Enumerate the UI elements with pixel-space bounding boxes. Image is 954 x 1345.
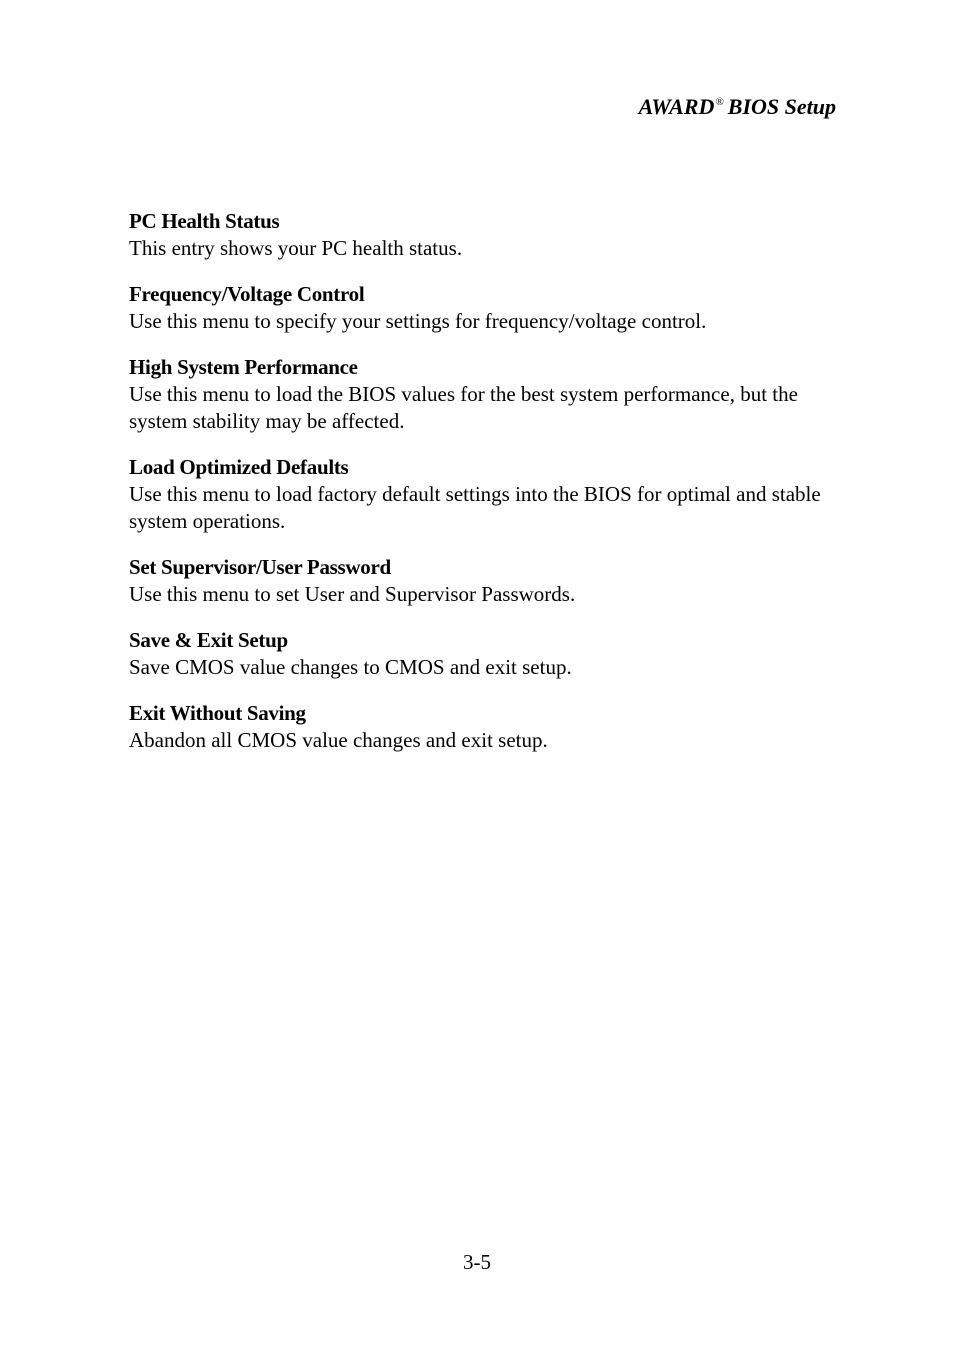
entry-pc-health-status bbox=[129, 208, 834, 262]
entry-title: Load Optimized Defaults bbox=[129, 455, 349, 479]
entry-title: High System Performance bbox=[129, 355, 358, 379]
entry-description: Abandon all CMOS value changes and exit setup. bbox=[129, 728, 548, 752]
entry-description: Save CMOS value changes to CMOS and exit setup. bbox=[129, 655, 572, 679]
entry-load-optimized-defaults bbox=[129, 454, 834, 535]
entry-save-exit-setup bbox=[129, 627, 834, 681]
entry-description: Use this menu to load factory default settings into the BIOS for optimal and stable system operations. bbox=[129, 482, 821, 533]
entry-title: Frequency/Voltage Control bbox=[129, 282, 365, 306]
header-title: BIOS Setup bbox=[727, 94, 836, 119]
entry-high-system-performance bbox=[129, 354, 834, 435]
entry-title: Set Supervisor/User Password bbox=[129, 555, 391, 579]
entry-frequency-voltage-control bbox=[129, 281, 834, 335]
entry-description: Use this menu to set User and Supervisor Passwords. bbox=[129, 582, 576, 606]
entry-exit-without-saving bbox=[129, 700, 834, 754]
header-brand: AWARD bbox=[638, 94, 715, 119]
entry-description: This entry shows your PC health status. bbox=[129, 236, 463, 260]
entry-description: Use this menu to load the BIOS values for the best system performance, but the system stability may be affected. bbox=[129, 382, 798, 433]
entry-title: PC Health Status bbox=[129, 209, 280, 233]
entry-title: Exit Without Saving bbox=[129, 701, 306, 725]
running-header bbox=[639, 94, 836, 120]
entry-set-supervisor-user-password bbox=[129, 554, 834, 608]
entry-description: Use this menu to specify your settings for frequency/voltage control. bbox=[129, 309, 707, 333]
registered-mark: ® bbox=[715, 96, 724, 108]
page-number: 3-5 bbox=[463, 1250, 491, 1274]
entry-title: Save & Exit Setup bbox=[129, 628, 288, 652]
menu-descriptions bbox=[129, 208, 834, 773]
